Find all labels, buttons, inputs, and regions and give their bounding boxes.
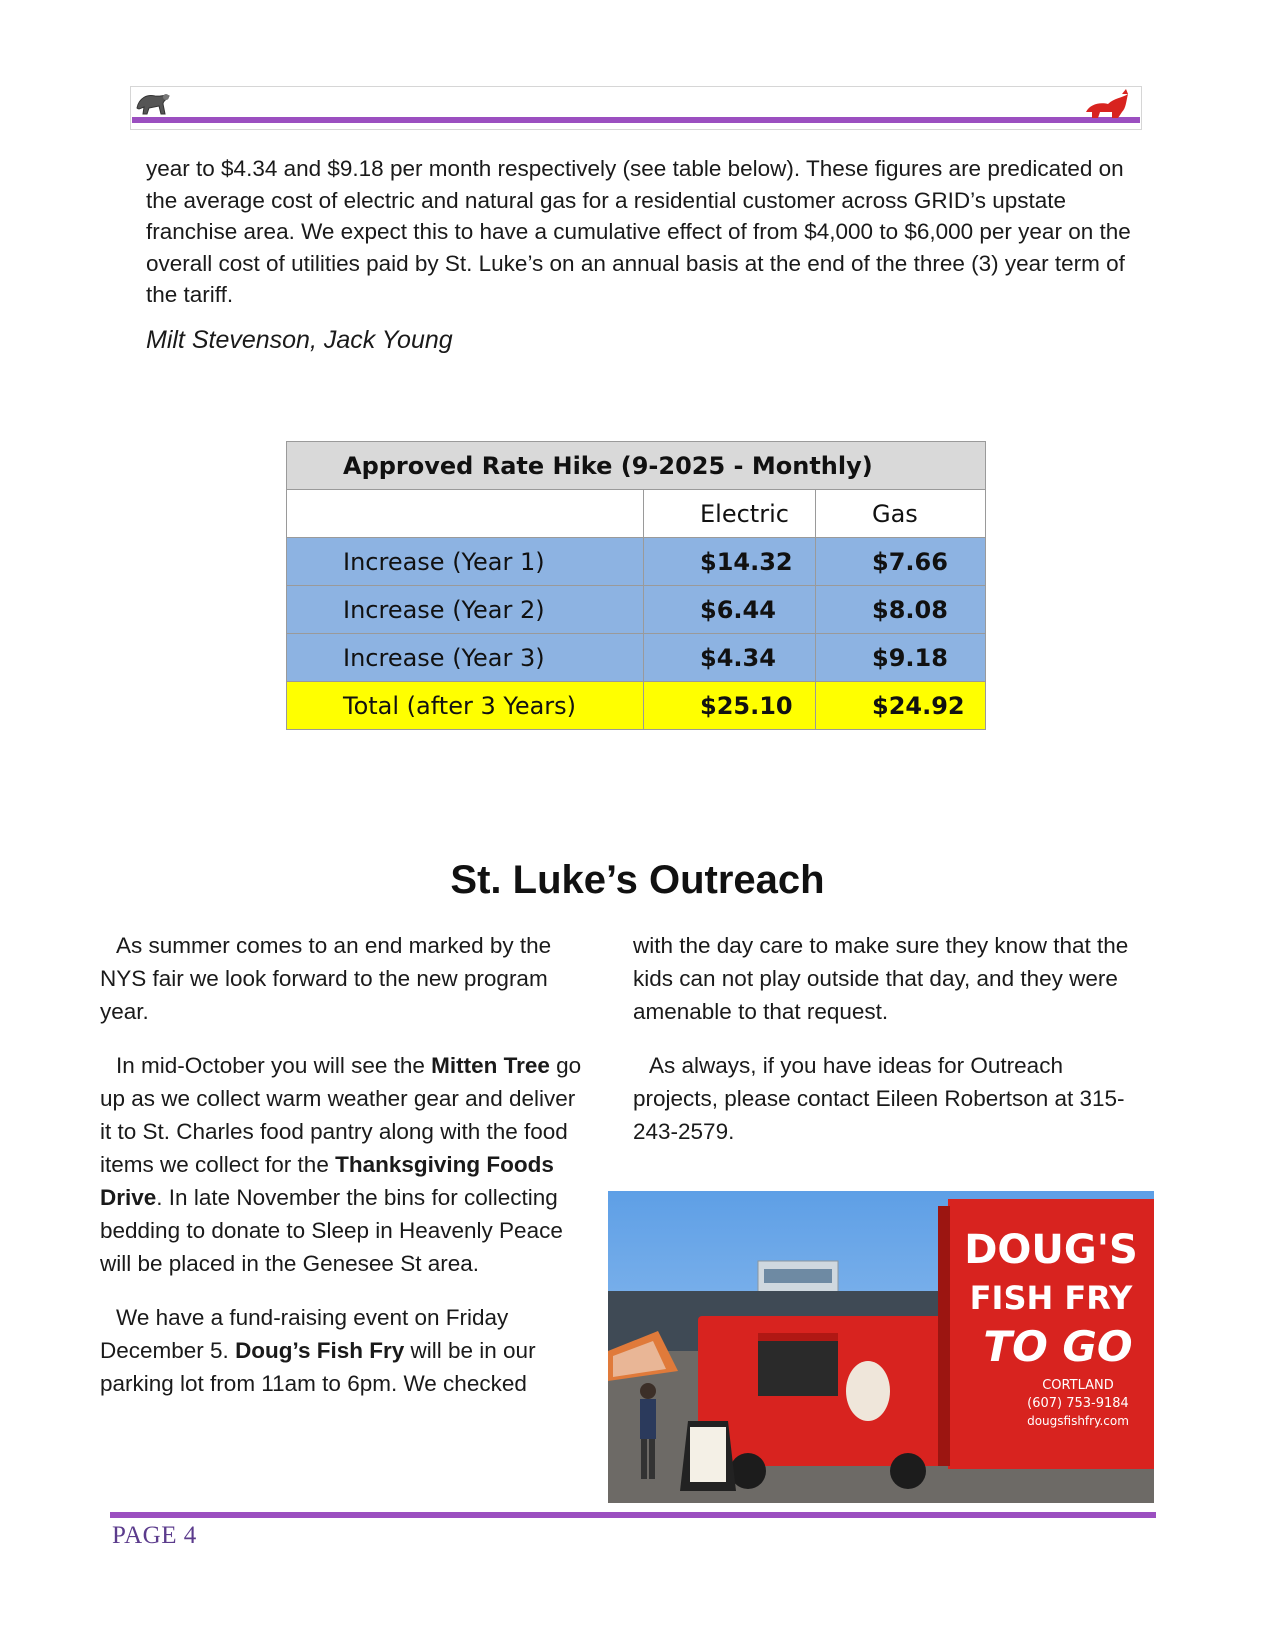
outreach-paragraph-5 (633, 1049, 1133, 1148)
p2-text-c: go up as we collect warm weather gear and deliver it to St. Charles food pantry along with the food items we collect for the (100, 1053, 582, 1177)
sign-website: dougsfishfry.com (1027, 1414, 1129, 1428)
sign-phone: (607) 753-9184 (1027, 1396, 1129, 1411)
header-band (130, 86, 1142, 130)
table-row (287, 634, 986, 682)
gas-value: $7.66 (816, 538, 986, 586)
gas-value: $9.18 (816, 634, 986, 682)
mitten-tree-label: Mitten Tree (431, 1053, 550, 1078)
p3-text-a: We have a fund-raising event on Friday December 5. (100, 1305, 509, 1363)
table-row (287, 586, 986, 634)
table-row (287, 538, 986, 586)
electric-value: $14.32 (644, 538, 816, 586)
electric-value: $25.10 (644, 682, 816, 730)
p5-text: As always, if you have ideas for Outreach projects, please contact Eileen Robertson at 315-243-2579. (633, 1053, 1125, 1144)
outreach-paragraph-1 (100, 929, 590, 1028)
page-number: PAGE 4 (112, 1522, 197, 1549)
gas-value: $8.08 (816, 586, 986, 634)
intro-text: year to $4.34 and $9.18 per month respectively (see table below). These figures are predicated on the average cost of electric and natural gas for a residential customer across GRID’s upstate franchise area. We expect this to have a cumulative effect of from $4,000 to $6,000 per year on the overall cost of utilities paid by St. Luke’s on an annual basis at the end of the three (3) year term of the tariff. (146, 156, 1131, 307)
table-header-blank (287, 490, 644, 538)
row-label: Increase (Year 3) (287, 634, 644, 682)
row-label: Increase (Year 2) (287, 586, 644, 634)
p2-text-a: In mid-October you will see the (116, 1053, 432, 1078)
sign-line-2: FISH FRY (969, 1279, 1133, 1317)
row-label: Increase (Year 1) (287, 538, 644, 586)
p3-text-c: will be in our parking lot from 11am to 6pm. We checked (100, 1338, 536, 1396)
row-label: Total (after 3 Years) (287, 682, 644, 730)
sign-line-3: TO GO (983, 1322, 1133, 1371)
footer-rule (110, 1512, 1156, 1518)
intro-paragraph (146, 153, 1146, 311)
table-header-row (287, 490, 986, 538)
outreach-paragraph-3 (100, 1301, 590, 1400)
rate-hike-table (286, 441, 986, 730)
outreach-paragraph-2 (100, 1049, 590, 1280)
sign-city: CORTLAND (1042, 1378, 1114, 1393)
food-truck-photo (608, 1191, 1154, 1503)
gas-value: $24.92 (816, 682, 986, 730)
table-header-gas: Gas (816, 490, 986, 538)
section-title: St. Luke’s Outreach (450, 858, 825, 902)
dougs-fish-fry-label: Doug’s Fish Fry (235, 1338, 405, 1363)
electric-value: $6.44 (644, 586, 816, 634)
electric-value: $4.34 (644, 634, 816, 682)
p1-text: As summer comes to an end marked by the NYS fair we look forward to the new program year. (100, 933, 552, 1024)
sign-line-1: DOUG'S (964, 1227, 1138, 1273)
food-truck-illustration (608, 1191, 1154, 1503)
thanksgiving-drive-label: Thanksgiving Foods Drive (100, 1152, 554, 1210)
header-rule (132, 117, 1140, 123)
byline: Milt Stevenson, Jack Young (146, 326, 453, 354)
lion-logo-icon (133, 88, 173, 118)
p2-text-e: . In late November the bins for collecting bedding to donate to Sleep in Heavenly Peace will be placed in the Genesee St area. (100, 1185, 563, 1276)
outreach-right-column (633, 929, 1133, 1169)
table-header-electric: Electric (644, 490, 816, 538)
red-ox-logo-icon (1082, 88, 1132, 120)
table-title: Approved Rate Hike (9-2025 - Monthly) (287, 442, 986, 490)
outreach-left-column (100, 929, 590, 1421)
table-total-row (287, 682, 986, 730)
outreach-paragraph-4: with the day care to make sure they know that the kids can not play outside that day, and they were amenable to that request. (633, 933, 1129, 1024)
